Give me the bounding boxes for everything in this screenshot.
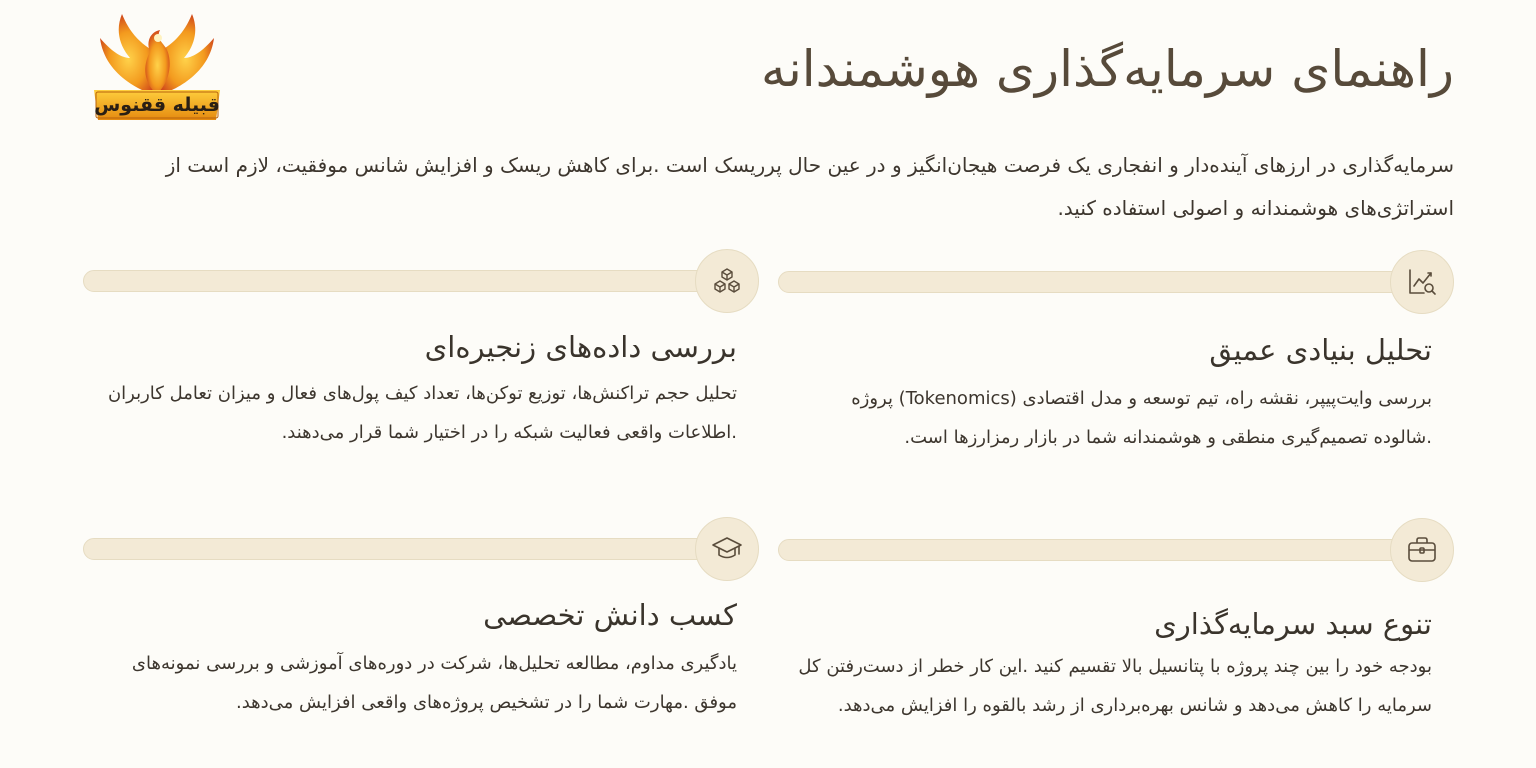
badge xyxy=(1390,518,1454,582)
progress-track xyxy=(83,270,719,292)
progress-track xyxy=(778,539,1414,561)
card-title: کسب دانش تخصصی xyxy=(483,598,737,632)
badge xyxy=(695,249,759,313)
card-text: بررسی وایت‌پیپر، نقشه راه، تیم توسعه و مدل اقتصادی (Tokenomics) پروژه .شالوده تصمیم‌گیری منطقی و هوشمندانه شما در بازار رمزارزها است. xyxy=(851,388,1432,448)
card-title: بررسی داده‌های زنجیره‌ای xyxy=(424,330,737,364)
badge xyxy=(1390,250,1454,314)
progress-track xyxy=(778,271,1414,293)
card-title: تنوع سبد سرمایه‌گذاری xyxy=(1154,607,1432,641)
card-text: بودجه خود را بین چند پروژه با پتانسیل بالا تقسیم کنید .این کار خطر از دست‌رفتن کل سرمایه را کاهش می‌دهد و شانس بهره‌برداری از رشد بالقوه را افزایش می‌دهد. xyxy=(798,656,1432,716)
phoenix-tribe-logo[interactable] xyxy=(92,8,222,122)
card-text: یادگیری مداوم، مطالعه تحلیل‌ها، شرکت در دوره‌های آموزشی و بررسی نمونه‌های موفق .مهارت شما را در تشخیص پروژه‌های واقعی افزایش می‌دهد. xyxy=(131,653,737,713)
blockchain-cubes-icon xyxy=(711,265,743,297)
badge xyxy=(695,517,759,581)
page-title: راهنمای سرمایه‌گذاری هوشمندانه xyxy=(761,40,1454,98)
card-fundamental-analysis xyxy=(778,250,1454,490)
graduation-cap-icon xyxy=(711,533,743,565)
intro-paragraph: سرمایه‌گذاری در ارزهای آینده‌دار و انفجاری یک فرصت هیجان‌انگیز و در عین حال پرریسک است .برای کاهش ریسک و افزایش شانس موفقیت، لازم است از استراتژی‌های هوشمندانه و اصولی استفاده کنید. xyxy=(165,153,1454,220)
card-expert-knowledge xyxy=(83,517,759,757)
chart-magnifier-icon xyxy=(1406,266,1438,298)
card-text: تحلیل حجم تراکنش‌ها، توزیع توکن‌ها، تعداد کیف پول‌های فعال و میزان تعامل کاربران .اطلاعات واقعی فعالیت شبکه را در اختیار شما قرار می‌دهند. xyxy=(107,383,737,443)
card-title: تحلیل بنیادی عمیق xyxy=(1209,333,1432,367)
card-onchain-data xyxy=(83,249,759,489)
progress-track xyxy=(83,538,719,560)
logo-text: قبیله ققنوس xyxy=(94,94,220,116)
card-portfolio-diversity xyxy=(778,518,1454,758)
briefcase-icon xyxy=(1406,534,1438,566)
